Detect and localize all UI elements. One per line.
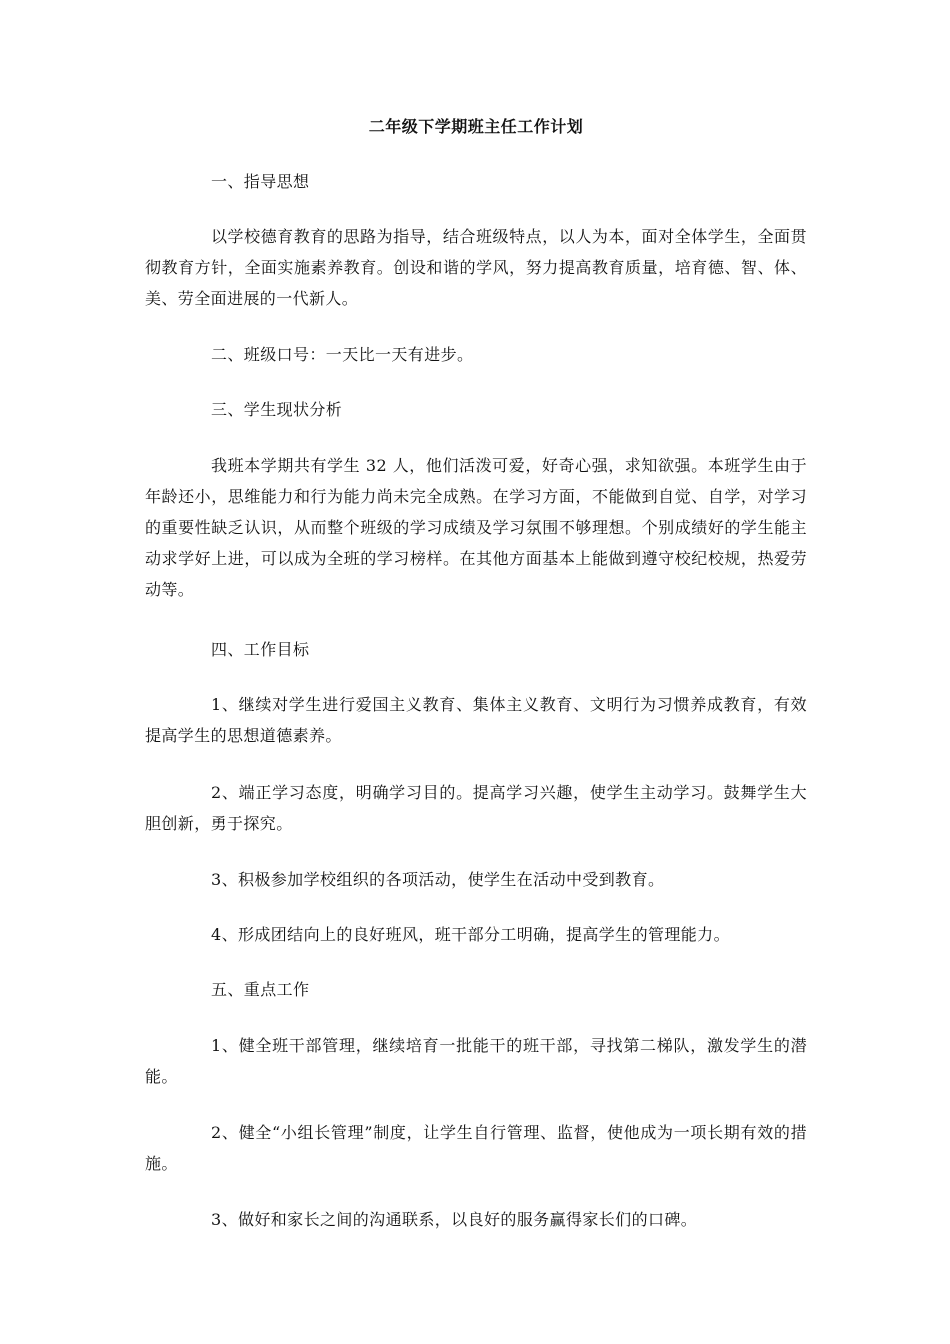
key-work-item-2: 2、健全“小组长管理”制度，让学生自行管理、监督，使他成为一项长期有效的措施。 xyxy=(145,1123,807,1173)
section-heading-work-goals: 四、工作目标 xyxy=(211,640,310,659)
section-heading-student-analysis: 三、学生现状分析 xyxy=(211,400,343,419)
goal-item-3: 3、积极参加学校组织的各项活动，使学生在活动中受到教育。 xyxy=(211,870,665,889)
paragraph-student-analysis: 我班本学期共有学生 32 人，他们活泼可爱，好奇心强，求知欲强。本班学生由于年龄还小，思维能力和行为能力尚未完全成熟。在学习方面，不能做到自觉、自学，对学习的重要性缺乏认识，从而整个班级的学习成绩及学习氛围不够理想。个别成绩好的学生能主动求学好上进，可以成为全班的学习榜样。在其他方面基本上能做到遵守校纪校规，热爱劳动等。 xyxy=(145,456,807,599)
goal-item-2: 2、端正学习态度，明确学习目的。提高学习兴趣，使学生主动学习。鼓舞学生大胆创新，勇于探究。 xyxy=(145,783,807,833)
section-heading-class-slogan: 二、班级口号：一天比一天有进步。 xyxy=(211,345,474,364)
key-work-item-3: 3、做好和家长之间的沟通联系，以良好的服务赢得家长们的口碑。 xyxy=(211,1210,698,1229)
key-work-item-1: 1、健全班干部管理，继续培育一批能干的班干部，寻找第二梯队，激发学生的潜能。 xyxy=(145,1036,807,1086)
document-title: 二年级下学期班主任工作计划 xyxy=(368,117,584,136)
goal-item-1: 1、继续对学生进行爱国主义教育、集体主义教育、文明行为习惯养成教育，有效提高学生的思想道德素养。 xyxy=(145,695,807,745)
paragraph-guiding-thought: 以学校德育教育的思路为指导，结合班级特点，以人为本，面对全体学生，全面贯彻教育方针，全面实施素养教育。创设和谐的学风，努力提高教育质量，培育德、智、体、美、劳全面进展的一代新人。 xyxy=(145,227,807,308)
section-heading-guiding-thought: 一、指导思想 xyxy=(211,172,310,191)
goal-item-4: 4、形成团结向上的良好班风，班干部分工明确，提高学生的管理能力。 xyxy=(211,925,730,944)
section-heading-key-work: 五、重点工作 xyxy=(211,980,310,999)
